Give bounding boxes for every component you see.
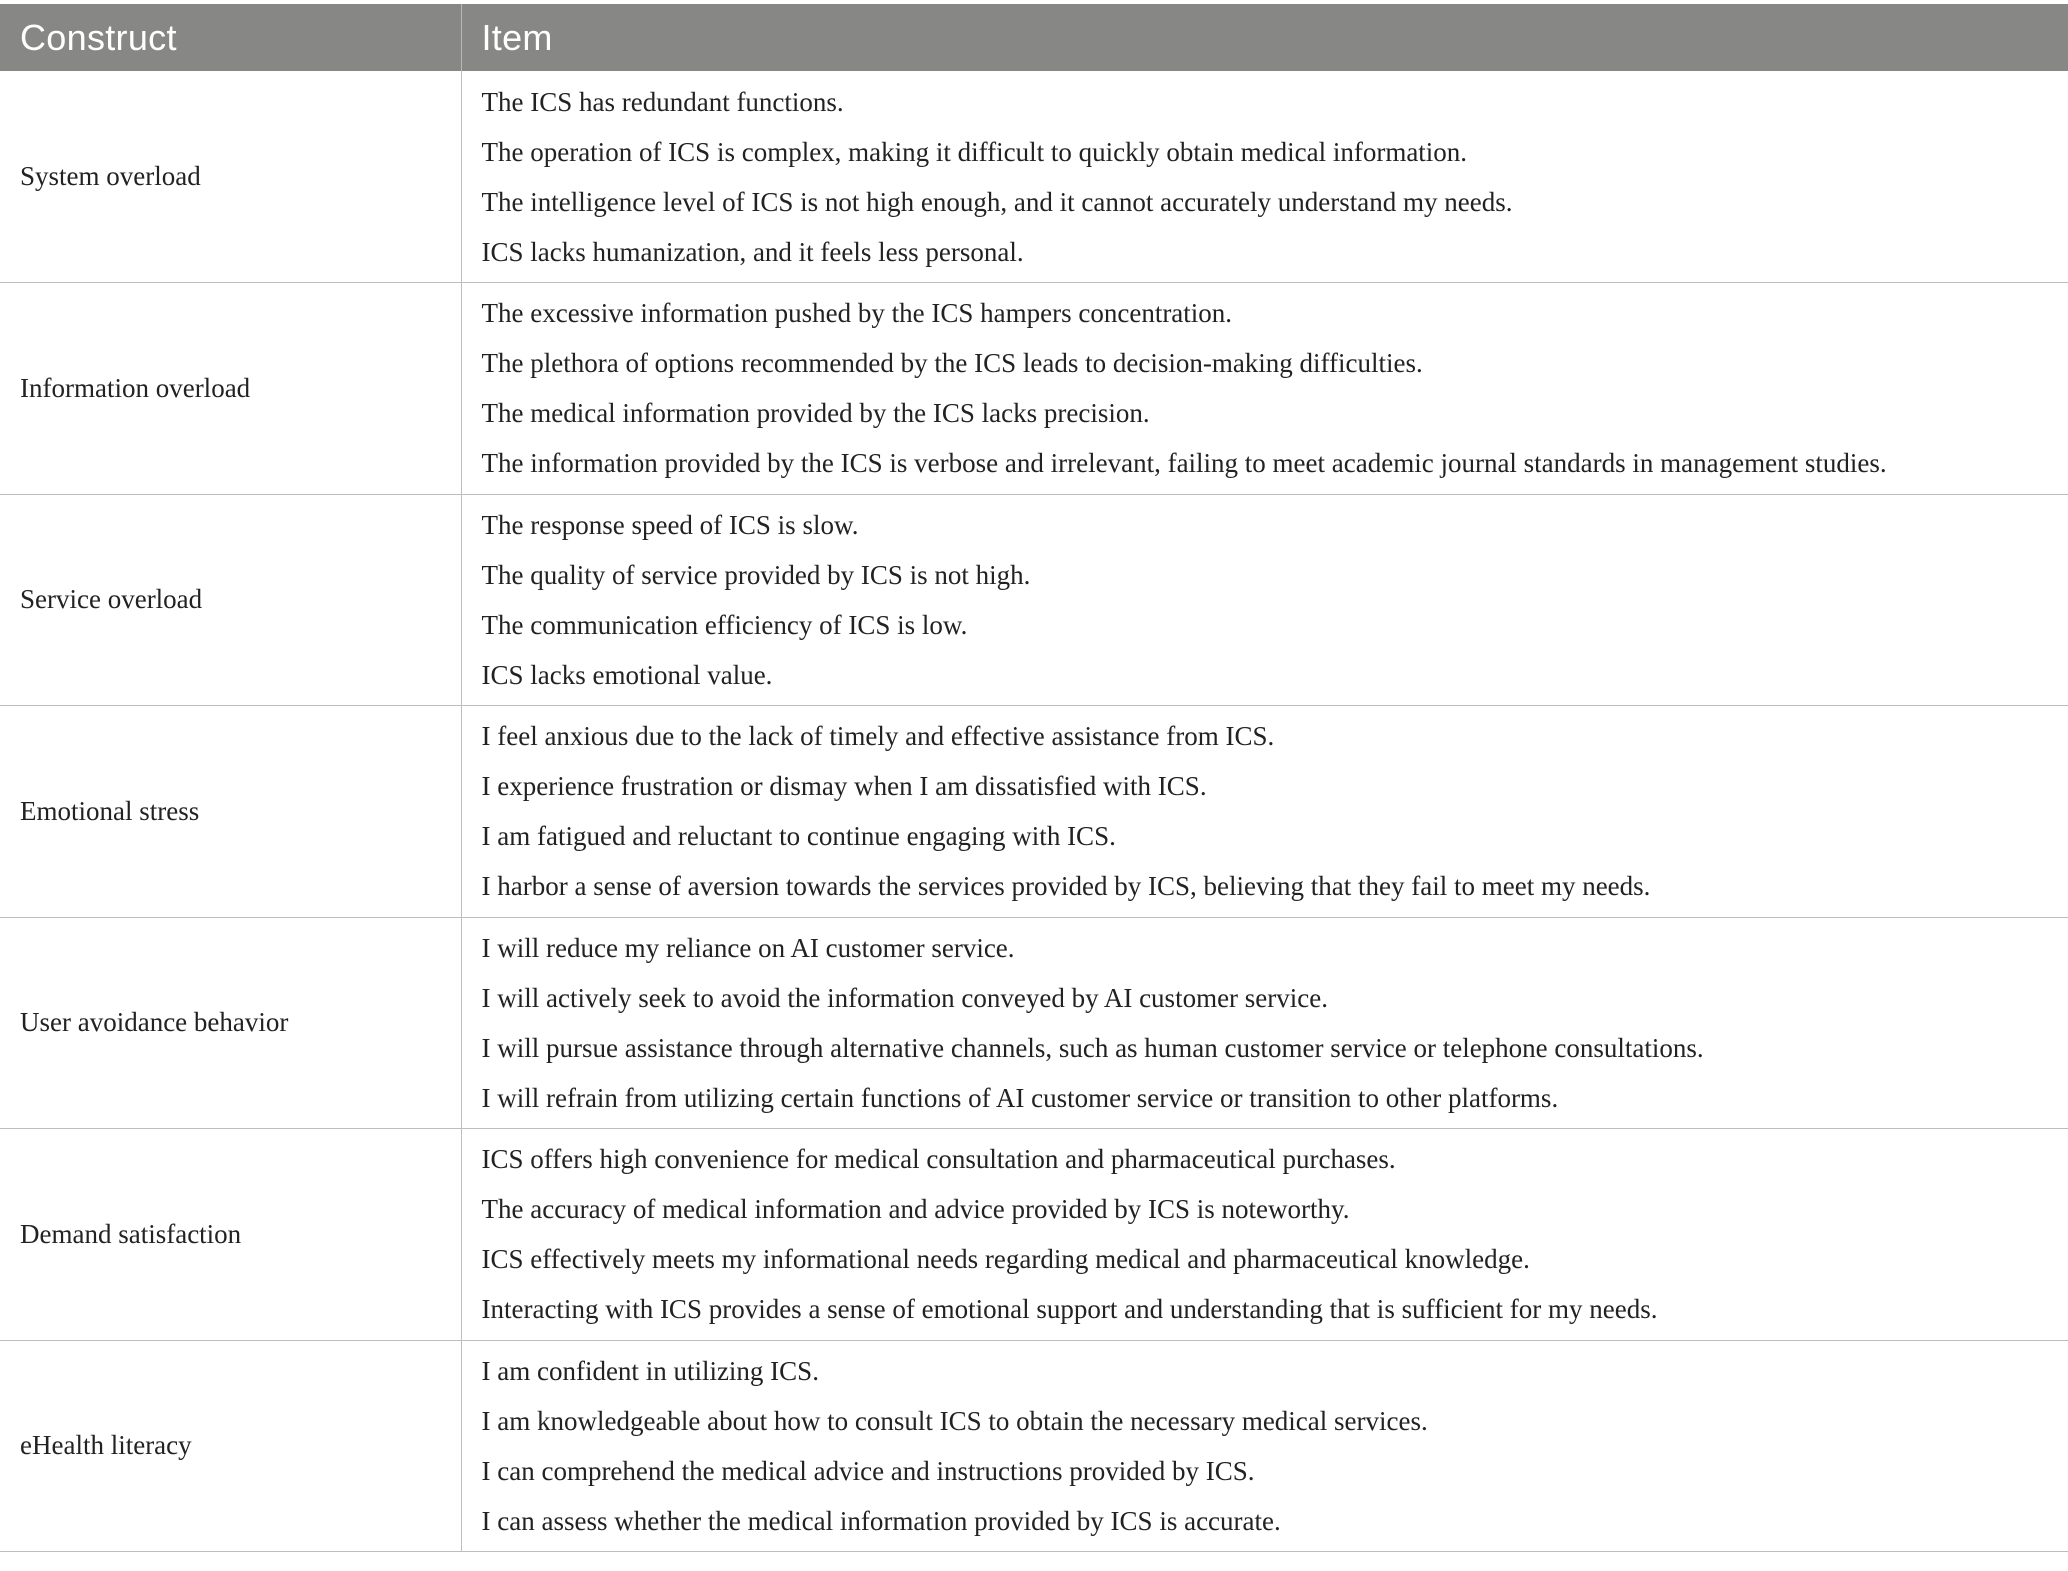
- item-text: I feel anxious due to the lack of timely and effective assistance from ICS.: [481, 721, 1275, 752]
- item-text: ICS lacks emotional value.: [481, 659, 773, 690]
- item-text: The communication efficiency of ICS is low.: [481, 609, 968, 640]
- construct-cell: System overload: [0, 71, 461, 283]
- item-text: The quality of service provided by ICS is not high.: [481, 559, 1031, 590]
- item-text: I will actively seek to avoid the information conveyed by AI customer service.: [481, 982, 1328, 1013]
- item-text: ICS effectively meets my informational needs regarding medical and pharmaceutical knowledge.: [481, 1244, 1530, 1275]
- table-body: [0, 71, 2068, 1552]
- construct-cell: Service overload: [0, 494, 461, 706]
- item-text: The intelligence level of ICS is not high enough, and it cannot accurately understand my needs.: [481, 186, 1513, 217]
- item-text: The response speed of ICS is slow.: [481, 509, 859, 540]
- item-text: ICS lacks humanization, and it feels less personal.: [481, 236, 1024, 267]
- item-text: The medical information provided by the ICS lacks precision.: [481, 398, 1150, 429]
- construct-item-table-container: [0, 4, 2068, 1552]
- items-cell: [461, 283, 2068, 495]
- items-cell: [461, 71, 2068, 283]
- item-text: The information provided by the ICS is verbose and irrelevant, failing to meet academic journal standards in management studies.: [481, 448, 1887, 479]
- item-text: I will pursue assistance through alternative channels, such as human customer service or telephone consultations.: [481, 1032, 1704, 1063]
- header-row: [0, 4, 2068, 71]
- items-cell: [461, 1129, 2068, 1341]
- item-text: I am fatigued and reluctant to continue engaging with ICS.: [481, 821, 1116, 852]
- construct-cell: User avoidance behavior: [0, 917, 461, 1129]
- items-cell: [461, 706, 2068, 918]
- item-text: I am knowledgeable about how to consult ICS to obtain the necessary medical services.: [481, 1405, 1428, 1436]
- header-construct: Construct: [0, 4, 461, 71]
- table-row: [0, 71, 2068, 283]
- item-text: I experience frustration or dismay when I am dissatisfied with ICS.: [481, 771, 1207, 802]
- item-text: I will refrain from utilizing certain functions of AI customer service or transition to other platforms.: [481, 1082, 1559, 1113]
- table-row: [0, 706, 2068, 918]
- construct-cell: Information overload: [0, 283, 461, 495]
- item-text: The accuracy of medical information and advice provided by ICS is noteworthy.: [481, 1194, 1350, 1225]
- item-text: The operation of ICS is complex, making it difficult to quickly obtain medical information.: [481, 136, 1468, 167]
- items-cell: [461, 494, 2068, 706]
- item-text: I will reduce my reliance on AI customer service.: [481, 932, 1015, 963]
- construct-item-table: [0, 4, 2068, 1552]
- construct-cell: Demand satisfaction: [0, 1129, 461, 1341]
- construct-cell: Emotional stress: [0, 706, 461, 918]
- table-header: [0, 4, 2068, 71]
- item-text: I can comprehend the medical advice and instructions provided by ICS.: [481, 1455, 1255, 1486]
- table-row: [0, 494, 2068, 706]
- item-text: The ICS has redundant functions.: [481, 86, 844, 117]
- items-cell: [461, 1340, 2068, 1552]
- item-text: The excessive information pushed by the ICS hampers concentration.: [481, 298, 1233, 329]
- item-text: ICS offers high convenience for medical consultation and pharmaceutical purchases.: [481, 1144, 1396, 1175]
- item-text: I can assess whether the medical information provided by ICS is accurate.: [481, 1505, 1281, 1536]
- table-row: [0, 917, 2068, 1129]
- construct-cell: eHealth literacy: [0, 1340, 461, 1552]
- items-cell: [461, 917, 2068, 1129]
- table-row: [0, 283, 2068, 495]
- table-row: [0, 1129, 2068, 1341]
- item-text: I harbor a sense of aversion towards the services provided by ICS, believing that they fail to meet my needs.: [481, 871, 1651, 902]
- header-item: Item: [461, 4, 2068, 71]
- item-text: Interacting with ICS provides a sense of emotional support and understanding that is sufficient for my needs.: [481, 1294, 1658, 1325]
- table-row: [0, 1340, 2068, 1552]
- item-text: The plethora of options recommended by the ICS leads to decision-making difficulties.: [481, 348, 1423, 379]
- item-text: I am confident in utilizing ICS.: [481, 1355, 819, 1386]
